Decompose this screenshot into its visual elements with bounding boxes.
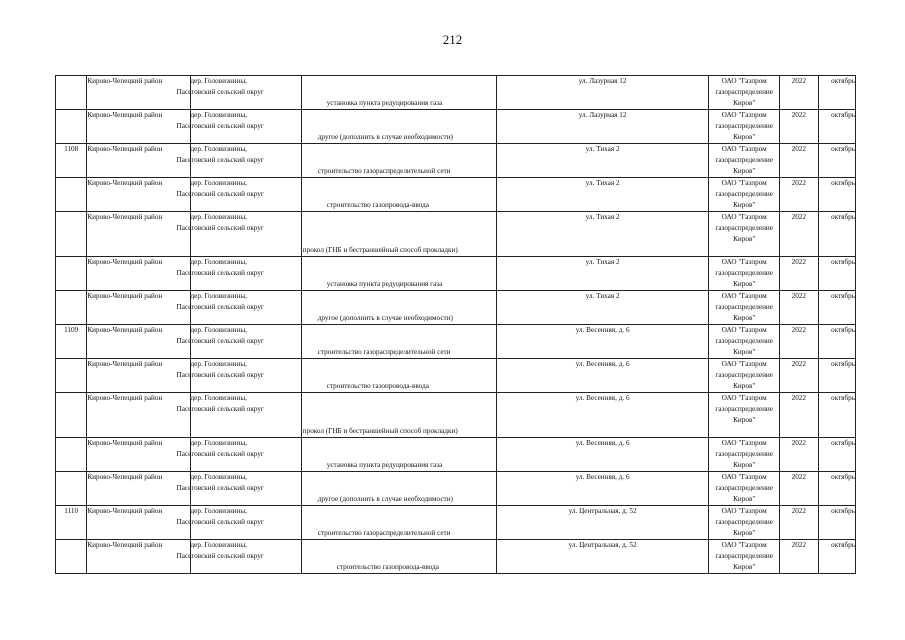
organization-cell: ОАО "Газпром газораспределение Киров" [709, 76, 780, 110]
locality-cell [176, 257, 301, 291]
month-cell: октябрь [818, 110, 855, 144]
district-cell: Кирово-Чепецкий район [87, 506, 190, 540]
locality-line-1: дер. Головизнины, [190, 473, 247, 481]
district-cell: Кирово-Чепецкий район [87, 540, 190, 574]
district-cell: Кирово-Чепецкий район [87, 359, 190, 393]
month-cell: октябрь [818, 472, 855, 506]
district-cell: Кирово-Чепецкий район [87, 393, 190, 438]
month-cell: октябрь [818, 359, 855, 393]
gasification-registry-table [55, 75, 856, 574]
year-cell: 2022 [780, 291, 818, 325]
table-row [56, 291, 856, 325]
work-type-text: другое (дополнить в случае необходимости) [317, 495, 453, 503]
locality-line-2: Пасеговский сельский округ [176, 552, 264, 560]
year-cell: 2022 [780, 178, 818, 212]
table-row [56, 540, 856, 574]
table-row [56, 472, 856, 506]
row-number-cell [56, 257, 87, 291]
locality-line-1: дер. Головизнины, [190, 394, 247, 402]
organization-cell: ОАО "Газпром газораспределение Киров" [709, 178, 780, 212]
table-row [56, 110, 856, 144]
year-cell: 2022 [780, 359, 818, 393]
work-type-cell [301, 438, 496, 472]
month-cell: октябрь [818, 506, 855, 540]
organization-cell: ОАО "Газпром газораспределение Киров" [709, 506, 780, 540]
table-body [56, 76, 856, 574]
table-row [56, 325, 856, 359]
address-cell: ул. Тихая 2 [496, 291, 708, 325]
locality-line-2: Пасеговский сельский округ [176, 450, 264, 458]
year-cell: 2022 [780, 393, 818, 438]
work-type-cell [301, 291, 496, 325]
locality-line-1: дер. Головизнины, [190, 439, 247, 447]
year-cell: 2022 [780, 144, 818, 178]
row-number-cell [56, 438, 87, 472]
locality-line-1: дер. Головизнины, [190, 292, 247, 300]
organization-cell: ОАО "Газпром газораспределение Киров" [709, 291, 780, 325]
district-cell: Кирово-Чепецкий район [87, 472, 190, 506]
year-cell: 2022 [780, 110, 818, 144]
locality-line-1: дер. Головизнины, [190, 179, 247, 187]
organization-cell: ОАО "Газпром газораспределение Киров" [709, 438, 780, 472]
district-cell: Кирово-Чепецкий район [87, 144, 190, 178]
month-cell: октябрь [818, 291, 855, 325]
row-number-cell: 1109 [56, 325, 87, 359]
table-row [56, 393, 856, 438]
work-type-cell [301, 110, 496, 144]
address-cell: ул. Центральная, д. 52 [496, 540, 708, 574]
locality-line-1: дер. Головизнины, [190, 360, 247, 368]
year-cell: 2022 [780, 257, 818, 291]
locality-line-2: Пасеговский сельский округ [176, 190, 264, 198]
year-cell: 2022 [780, 212, 818, 257]
locality-line-2: Пасеговский сельский округ [176, 122, 264, 130]
year-cell: 2022 [780, 472, 818, 506]
organization-cell: ОАО "Газпром газораспределение Киров" [709, 393, 780, 438]
row-number-cell [56, 178, 87, 212]
district-cell: Кирово-Чепецкий район [87, 325, 190, 359]
work-type-text: прокол (ГНБ и бестраншейный способ прокладки) [302, 427, 458, 435]
row-number-cell [56, 76, 87, 110]
address-cell: ул. Лазурная 12 [496, 110, 708, 144]
locality-line-2: Пасеговский сельский округ [176, 405, 264, 413]
table-row [56, 178, 856, 212]
work-type-cell [301, 506, 496, 540]
locality-line-1: дер. Головизнины, [190, 111, 247, 119]
table-row [56, 257, 856, 291]
work-type-text: строительство газопровода-ввода [326, 382, 429, 390]
organization-cell: ОАО "Газпром газораспределение Киров" [709, 359, 780, 393]
locality-line-1: дер. Головизнины, [190, 507, 247, 515]
row-number-cell [56, 472, 87, 506]
work-type-text: строительство газопровода-ввода [326, 201, 429, 209]
locality-cell [176, 325, 301, 359]
work-type-cell [301, 325, 496, 359]
locality-line-1: дер. Головизнины, [190, 258, 247, 266]
locality-cell [176, 212, 301, 257]
locality-line-1: дер. Головизнины, [190, 77, 247, 85]
table-row [56, 359, 856, 393]
address-cell: ул. Тихая 2 [496, 178, 708, 212]
work-type-cell [301, 472, 496, 506]
work-type-cell [301, 76, 496, 110]
month-cell: октябрь [818, 325, 855, 359]
locality-line-2: Пасеговский сельский округ [176, 269, 264, 277]
locality-line-2: Пасеговский сельский округ [176, 224, 264, 232]
locality-cell [176, 540, 301, 574]
table-row [56, 506, 856, 540]
row-number-cell: 1110 [56, 506, 87, 540]
page-number: 212 [442, 32, 463, 47]
work-type-cell [301, 257, 496, 291]
month-cell: октябрь [818, 257, 855, 291]
address-cell: ул. Весенняя, д. 6 [496, 472, 708, 506]
locality-cell [176, 110, 301, 144]
district-cell: Кирово-Чепецкий район [87, 178, 190, 212]
month-cell: октябрь [818, 144, 855, 178]
row-number-cell [56, 291, 87, 325]
locality-line-1: дер. Головизнины, [190, 213, 247, 221]
locality-cell [176, 178, 301, 212]
locality-cell [176, 472, 301, 506]
address-cell: ул. Весенняя, д. 6 [496, 325, 708, 359]
row-number-cell [56, 212, 87, 257]
work-type-text: строительство газораспределительной сети [317, 167, 451, 175]
locality-cell [176, 76, 301, 110]
district-cell: Кирово-Чепецкий район [87, 212, 190, 257]
month-cell: октябрь [818, 438, 855, 472]
year-cell: 2022 [780, 325, 818, 359]
address-cell: ул. Весенняя, д. 6 [496, 438, 708, 472]
district-cell: Кирово-Чепецкий район [87, 438, 190, 472]
locality-cell [176, 393, 301, 438]
work-type-text: установка пункта редуцирования газа [326, 99, 443, 107]
locality-line-2: Пасеговский сельский округ [176, 484, 264, 492]
locality-line-2: Пасеговский сельский округ [176, 371, 264, 379]
row-number-cell: 1108 [56, 144, 87, 178]
organization-cell: ОАО "Газпром газораспределение Киров" [709, 257, 780, 291]
year-cell: 2022 [780, 76, 818, 110]
district-cell: Кирово-Чепецкий район [87, 291, 190, 325]
month-cell: октябрь [818, 212, 855, 257]
organization-cell: ОАО "Газпром газораспределение Киров" [709, 144, 780, 178]
organization-cell: ОАО "Газпром газораспределение Киров" [709, 325, 780, 359]
table-row [56, 438, 856, 472]
locality-line-2: Пасеговский сельский округ [176, 88, 264, 96]
year-cell: 2022 [780, 438, 818, 472]
work-type-text: прокол (ГНБ и бестраншейный способ прокладки) [302, 246, 458, 254]
work-type-cell [301, 540, 496, 574]
month-cell: октябрь [818, 178, 855, 212]
work-type-cell [301, 212, 496, 257]
work-type-text: другое (дополнить в случае необходимости) [317, 133, 453, 141]
locality-line-1: дер. Головизнины, [190, 541, 247, 549]
address-cell: ул. Весенняя, д. 6 [496, 359, 708, 393]
locality-cell [176, 291, 301, 325]
address-cell: ул. Тихая 2 [496, 212, 708, 257]
organization-cell: ОАО "Газпром газораспределение Киров" [709, 540, 780, 574]
work-type-text: установка пункта редуцирования газа [326, 280, 443, 288]
locality-line-2: Пасеговский сельский округ [176, 337, 264, 345]
work-type-text: другое (дополнить в случае необходимости) [317, 314, 453, 322]
work-type-cell [301, 393, 496, 438]
address-cell: ул. Лазурная 12 [496, 76, 708, 110]
organization-cell: ОАО "Газпром газораспределение Киров" [709, 110, 780, 144]
table-row [56, 144, 856, 178]
work-type-text: строительство газораспределительной сети [317, 529, 451, 537]
row-number-cell [56, 110, 87, 144]
table-row [56, 76, 856, 110]
address-cell: ул. Центральная, д. 52 [496, 506, 708, 540]
locality-line-1: дер. Головизнины, [190, 326, 247, 334]
month-cell: октябрь [818, 540, 855, 574]
address-cell: ул. Тихая 2 [496, 257, 708, 291]
district-cell: Кирово-Чепецкий район [87, 110, 190, 144]
locality-line-2: Пасеговский сельский округ [176, 518, 264, 526]
locality-line-1: дер. Головизнины, [190, 145, 247, 153]
work-type-cell [301, 359, 496, 393]
organization-cell: ОАО "Газпром газораспределение Киров" [709, 472, 780, 506]
month-cell: октябрь [818, 393, 855, 438]
work-type-cell [301, 178, 496, 212]
year-cell: 2022 [780, 540, 818, 574]
district-cell: Кирово-Чепецкий район [87, 257, 190, 291]
year-cell: 2022 [780, 506, 818, 540]
district-cell: Кирово-Чепецкий район [87, 76, 190, 110]
locality-cell [176, 359, 301, 393]
work-type-cell [301, 144, 496, 178]
locality-line-2: Пасеговский сельский округ [176, 156, 264, 164]
locality-line-2: Пасеговский сельский округ [176, 303, 264, 311]
locality-cell [176, 438, 301, 472]
work-type-text: строительство газопровода-ввода [336, 563, 439, 571]
locality-cell [176, 144, 301, 178]
row-number-cell [56, 540, 87, 574]
work-type-text: строительство газораспределительной сети [317, 348, 451, 356]
month-cell: октябрь [818, 76, 855, 110]
address-cell: ул. Весенняя, д. 6 [496, 393, 708, 438]
work-type-text: установка пункта редуцирования газа [326, 461, 443, 469]
row-number-cell [56, 359, 87, 393]
address-cell: ул. Тихая 2 [496, 144, 708, 178]
organization-cell: ОАО "Газпром газораспределение Киров" [709, 212, 780, 257]
row-number-cell [56, 393, 87, 438]
table-row [56, 212, 856, 257]
locality-cell [176, 506, 301, 540]
